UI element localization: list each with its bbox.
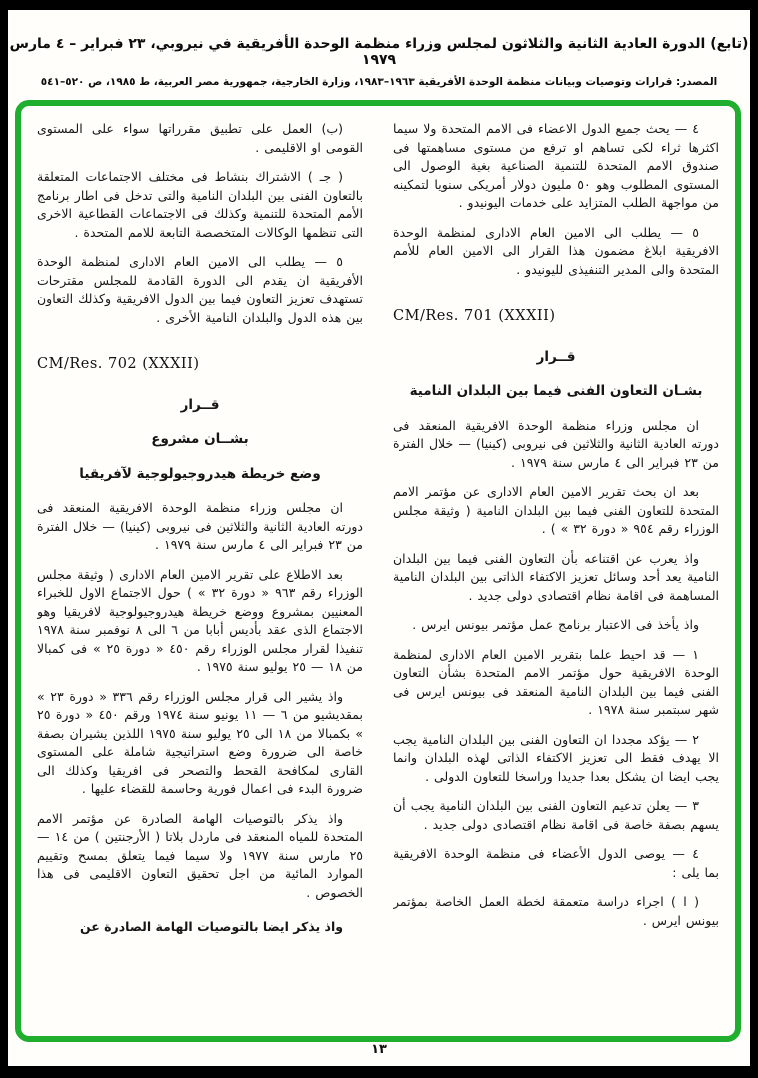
section-heading: قــرار xyxy=(180,396,220,413)
section-heading: وضع خريطة هيدروجيولوجية لآفريقيا xyxy=(79,465,321,482)
paragraph: ٥ — يطلب الى الامين العام الادارى لمنظمة الوحدة الافريقية ابلاغ مضمون هذا القرار الى الامين العام للأمم المتحدة والى المدير التنفيذى لليونيدو . xyxy=(393,224,719,277)
paragraph: واذ يذكر بالتوصيات الهامة الصادرة عن مؤتمر الامم المتحدة للمياه المنعقد فى ماردل بلاتا ( الأرجنتين ) من ١٤ — ٢٥ مارس سنة ١٩٧٧ ولا سيما فيما يتعلق بمسح وتقييم الموارد المائية من اجل تحقيق التعاون الاقليمى فى هذا الخصوص . xyxy=(37,810,363,900)
resolution-ref: CM/Res. 702 (XXXII) xyxy=(37,356,200,372)
paragraph: ١ — قد احيط علما بتقرير الامين العام الادارى لمنظمة الوحدة الافريقية حول مؤتمر الامم المتحدة بشأن التعاون الفنى فيما بين البلدان النامية المنعقد فى بيونس ايرس فى شهر سبتمبر سنة ١٩٧٨ . xyxy=(393,646,719,717)
paragraph: ( جـ ) الاشتراك بنشاط فى مختلف الاجتماعات المتعلقة بالتعاون الفنى بين البلدان النامية والتى تدخل فى اطار برنامج الأمم المتحدة للتنمية وكذلك فى الاجتماعات القطاعية الاخرى التى تنظمها الوكالات المتخصصة التابعة للامم المتحدة . xyxy=(37,169,363,240)
resolution-ref: CM/Res. 701 (XXXII) xyxy=(393,308,556,324)
paragraph: واذ يشير الى قرار مجلس الوزراء رقم ٣٣٦ « دورة ٢٣ » بمقديشيو من ٦ — ١١ يونيو سنة ١٩٧٤ ورقم ٤٥٠ « دورة ٢٥ » بكمبالا من ١٨ الى ٢٥ يوليو سنة ١٩٧٥ اللذين يشيران بصفة خاصة الى ضرورة وضع استراتيجية شاملة على المستوى القارى لمكافحة القحط والتصحر فى افريقيا وكذلك الى ضرورة البدء فى اعمال فورية وحاسمة للقضاء عليها . xyxy=(37,688,363,796)
paragraph: واذ يعرب عن اقتناعه بأن التعاون الفنى فيما بين البلدان النامية يعد أحد وسائل تعزيز الاكتفاء الذاتى بين البلدان النامية المساهمة فى اقامة نظام اقتصادى دولى جديد . xyxy=(393,550,719,603)
paragraph: ٥ — يطلب الى الامين العام الادارى لمنظمة الوحدة الأفريقية ان يقدم الى الدورة القادمة للمجلس مقترحات تستهدف تعزيز التعاون فيما بين الدول الافريقية وكذلك التعاون بين هذه الدول والبلدان النامية الأخرى . xyxy=(37,254,363,325)
paragraph: ٣ — يعلن تدعيم التعاون الفنى بين البلدان النامية يجب أن يسهم بصفة خاصة فى اقامة نظام اقتصادى دولى جديد . xyxy=(393,798,719,832)
paragraph: واذ يأخذ فى الاعتبار برنامج عمل مؤتمر بيونس ايرس . xyxy=(412,617,699,632)
paragraph: (ب) العمل على تطبيق مقرراتها سواء على المستوى القومى او الاقليمى . xyxy=(37,121,363,155)
document-page xyxy=(8,10,750,1066)
paragraph: ٤ — يحث جميع الدول الاعضاء فى الامم المتحدة ولا سيما اكثرها ثراء لكى تساهم او ترفع من مستوى مساهمتها فى صندوق الامم المتحدة للتنمية الصناعية بغية الوصول الى المستوى المطلوب وهو ٥٠ مليون دولار أمريكى سنويا لتمكينه من مواجهة الطلب المتزايد على خدمات اليونيدو . xyxy=(393,121,719,210)
page-number: ١٣ xyxy=(371,1042,387,1057)
column-left xyxy=(37,120,363,1026)
paragraph: ٢ — يؤكد مجددا ان التعاون الفنى بين البلدان النامية يجب الا يهدف فقط الى تعزيز الاكتفاء الذاتى لهذه البلدان وانما يجب ايضا ان يشكل بعدا جديدا وراسخا للتعاون الدولى . xyxy=(393,731,719,784)
section-heading: بشــان مشروع xyxy=(151,431,249,447)
section-heading: بشـان التعاون الفنى فيما بين البلدان النامية xyxy=(409,383,703,399)
page-title: (تابع) الدورة العادية الثانية والثلاثون لمجلس وزراء منظمة الوحدة الأفريقية في نيروبي، ٢٣ فبراير – ٤ مارس ١٩٧٩ xyxy=(9,36,749,68)
paragraph: ( ا ) اجراء دراسة متعمقة لخطة العمل الخاصة بمؤتمر بيونس ايرس . xyxy=(393,894,719,928)
column-right xyxy=(393,120,719,1026)
paragraph: واذ يذكر ايضا بالتوصيات الهامة الصادرة عن xyxy=(80,919,343,934)
source-line: المصدر: قرارات وتوصيات وبيانات منظمة الوحدة الأفريقية ١٩٦٣–١٩٨٣، وزارة الخارجية، جمهورية مصر العربية، ط ١٩٨٥، ص ٥٢٠–٥٤١ xyxy=(40,76,718,88)
paragraph: ان مجلس وزراء منظمة الوحدة الافريقية المنعقد فى دورته العادية الثانية والثلاثين فى نيروبى (كينيا) — خلال الفترة من ٢٣ فبراير الى ٤ مارس سنة ١٩٧٩ . xyxy=(37,500,363,552)
section-heading: قــرار xyxy=(536,348,576,365)
content-border-frame xyxy=(15,100,741,1042)
paragraph: بعد ان بحث تقرير الامين العام الادارى عن مؤتمر الامم المتحدة للتعاون الفنى فيما بين البلدان النامية ( وثيقة مجلس الوزراء رقم ٩٥٤ « دورة ٣٢ » ) . xyxy=(393,484,719,536)
paragraph: ان مجلس وزراء منظمة الوحدة الافريقية المنعقد فى دورته العادية الثانية والثلاثين فى نيروبى (كينيا) — خلال الفترة من ٢٣ فبراير الى ٤ مارس سنة ١٩٧٩ . xyxy=(393,417,719,470)
two-column-layout xyxy=(21,106,735,1036)
paragraph: ٤ — يوصى الدول الأعضاء فى منظمة الوحدة الافريقية بما يلى : xyxy=(393,846,719,880)
document-header xyxy=(8,36,750,88)
paragraph: بعد الاطلاع على تقرير الامين العام الادارى ( وثيقة مجلس الوزراء رقم ٩٦٣ « دورة ٣٢ » ) حول الاجتماع الاول للخبراء المعنيين بمشروع ووضع خريطة هيدروجيولوجية لافريقيا وهو الاجتماع الذى عقد بأديس أبابا من ٦ الى ٨ نوفمبر سنة ١٩٧٨ تنفيذا لقرار مجلس الوزراء رقم ٤٥٠ « دورة ٢٥ » فى كمبالا من ١٨ — ٢٥ يوليو سنة ١٩٧٥ . xyxy=(37,566,363,674)
